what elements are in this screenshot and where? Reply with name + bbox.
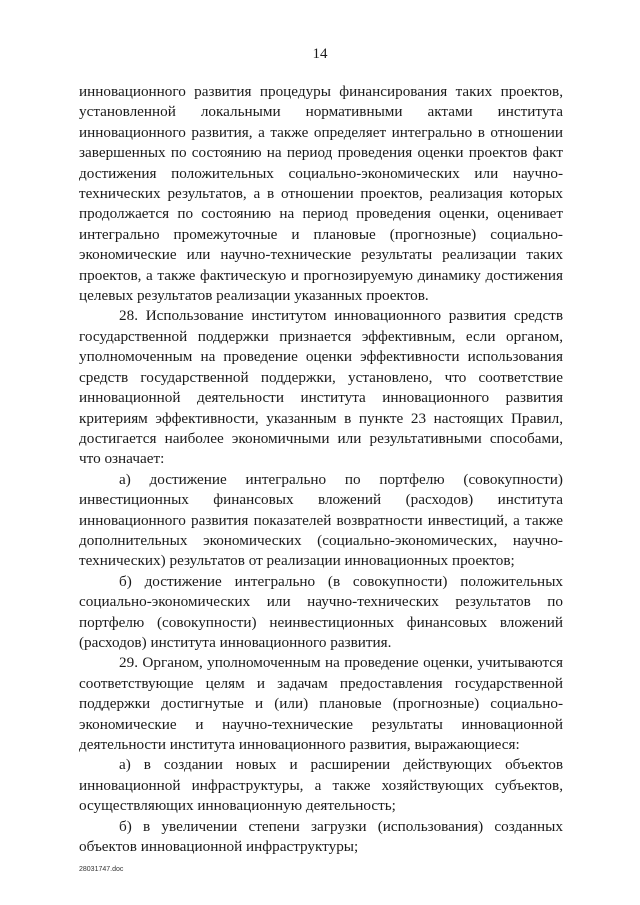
paragraph-subitem-a: а) достижение интегрально по портфелю (совокупности) инвестиционных финансовых вложений (расходов) института инновационного развития показателей возвратности инвестиций, а также дополнительных экономических (социально-экономических, научно-технических) результатов от реализации инновационных проектов; (79, 470, 563, 570)
paragraph-item-28: 28. Использование институтом инновационного развития средств государственной поддержки признается эффективным, если органом, уполномоченным на проведение оценки эффективности использования средств государственной поддержки, установлено, что соответствие инновационной деятельности института инновационного развития критериям эффективности, указанным в пункте 23 настоящих Правил, достигается наиболее экономичными или результативными способами, что означает: (79, 307, 563, 468)
document-file-id: 28031747.doc (79, 866, 124, 873)
page-number: 14 (312, 46, 328, 62)
paragraph-item-29: 29. Органом, уполномоченным на проведение оценки, учитываются соответствующие целям и задачам предоставления государственной поддержки достигнутые и (или) плановые (прогнозные) социально-экономические и научно-технические результаты инновационной деятельности института инновационного развития, выражающиеся: (79, 654, 563, 753)
paragraph-continuation: инновационного развития процедуры финансирования таких проектов, установленной локальными нормативными актами института инновационного развития, а также определяет интегрально в отношении завершенных по состоянию на период проведения оценки проектов факт достижения положительных социально-экономических или научно-технических результатов, а в отношении проектов, реализация которых продолжается по состоянию на период проведения оценки, оценивает интегрально промежуточные и плановые (прогнозные) социально-экономические или научно-технические результаты реализации таких проектов, а также фактическую и прогнозируемую динамику достижения целевых результатов реализации указанных проектов. (79, 83, 563, 305)
paragraph-item-29-subitem-b: б) в увеличении степени загрузки (использования) созданных объектов инновационной инфраструктуры; (79, 817, 563, 856)
paragraph-subitem-b: б) достижение интегрально (в совокупности) положительных социально-экономических или научно-технических результатов по портфелю (совокупности) неинвестиционных финансовых вложений (расходов) института инновационного развития. (79, 572, 563, 651)
body-text (79, 82, 563, 857)
paragraph-item-29-subitem-a: а) в создании новых и расширении действующих объектов инновационной инфраструктуры, а также хозяйствующих субъектов, осуществляющих инновационную деятельность; (79, 756, 563, 815)
